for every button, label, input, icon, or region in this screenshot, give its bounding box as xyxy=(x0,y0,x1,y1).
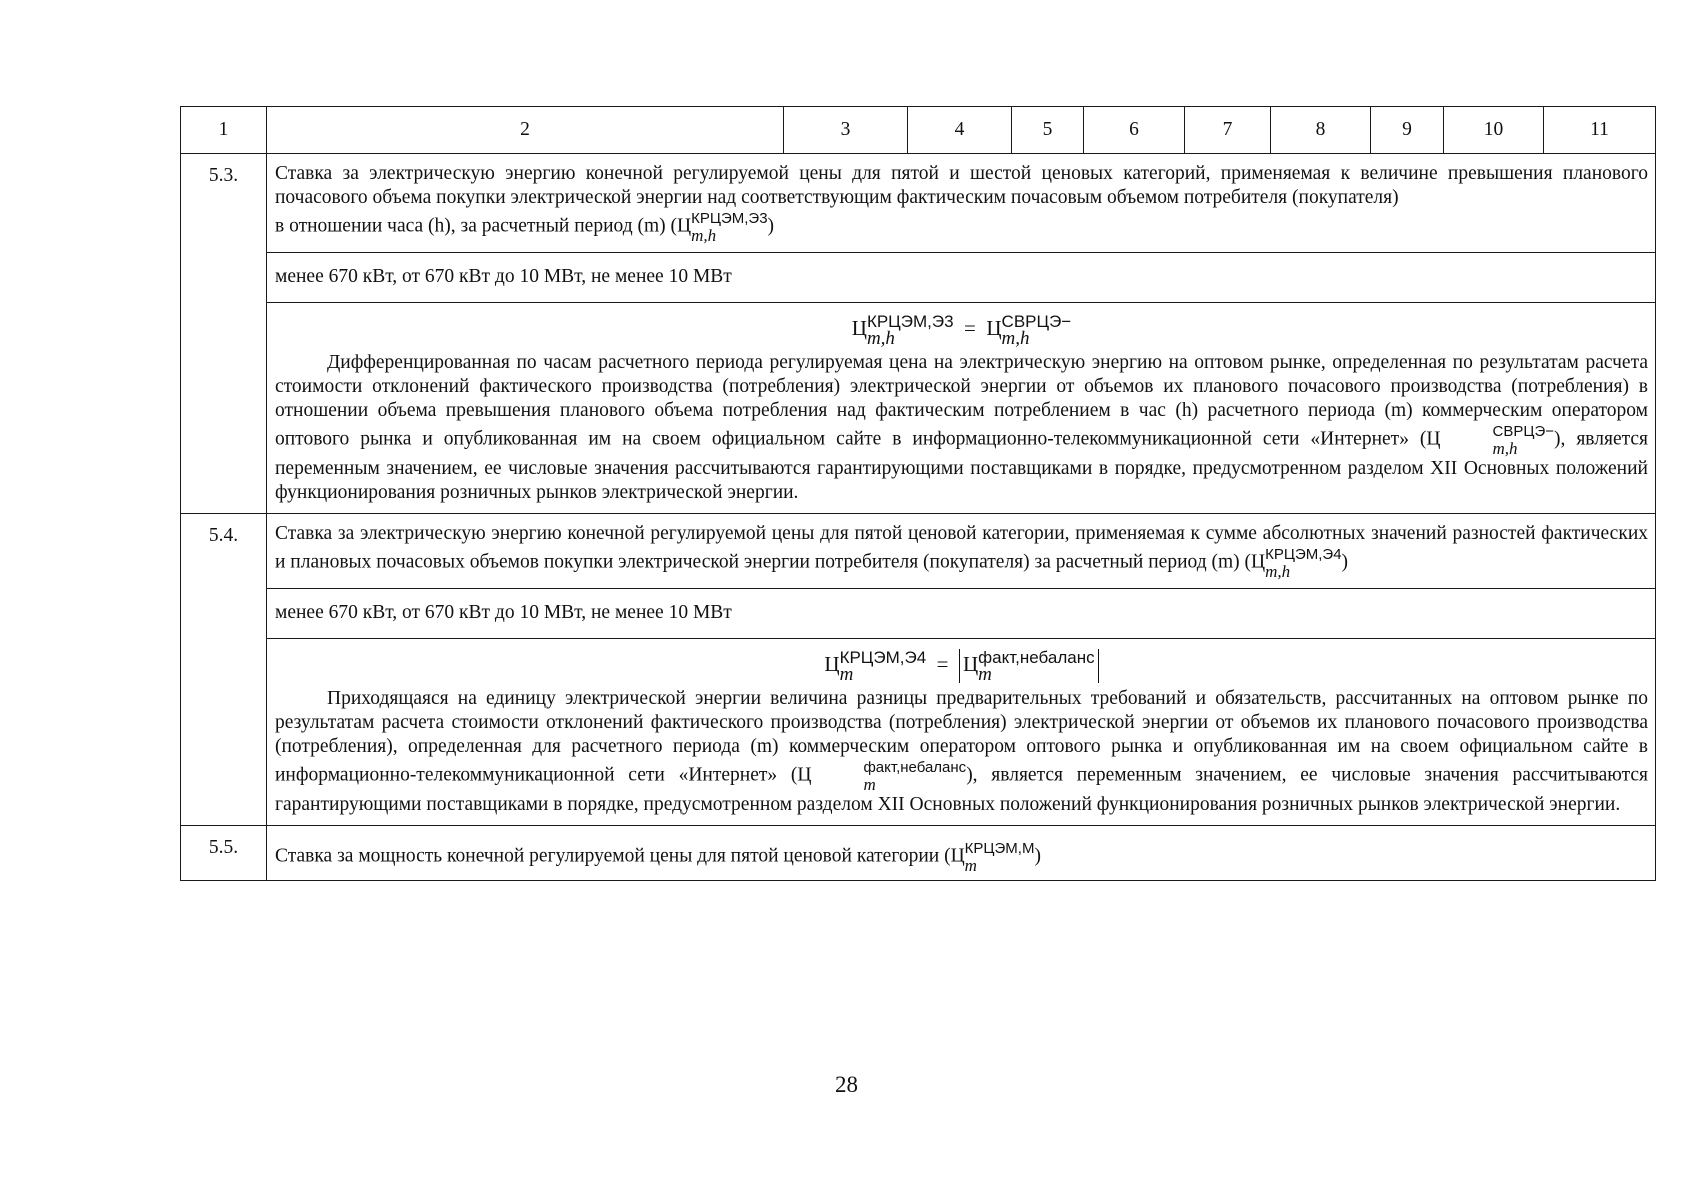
formula-index xyxy=(978,649,1094,683)
table-row xyxy=(181,154,1656,253)
close-paren: ) xyxy=(767,215,775,237)
column-header: 11 xyxy=(1544,107,1656,154)
table-row xyxy=(181,303,1656,514)
table-row xyxy=(181,253,1656,303)
column-header: 3 xyxy=(784,107,908,154)
column-header: 10 xyxy=(1444,107,1544,154)
description-text: ), является переменным значением, ее числовые значения рассчитываются гарантирующими поставщиками в порядке, предусмотренном разделом XII Основных положений функционирования розничных рынков электрической энергии. xyxy=(275,764,1648,815)
row-title-line2 xyxy=(275,210,1648,244)
superscript: КРЦЭМ,Э3 xyxy=(866,312,954,331)
description xyxy=(275,351,1648,505)
formula-cell xyxy=(267,639,1656,826)
row-title xyxy=(275,522,1648,580)
superscript: факт,небаланс xyxy=(978,648,1095,667)
table-row xyxy=(181,589,1656,639)
symbol-index xyxy=(1265,546,1341,580)
column-header: 2 xyxy=(267,107,784,154)
description-text: Дифференцированная по часам расчетного периода регулируемая цена на электрическую энергию на оптовом рынке, определенная по результатам расчета стоимости отклонений фактического производства (потребления) электрической энергии от объемов их планового почасового производства (потребления) в отношении объема превышения планового объема потребления над фактическим потреблением в час (h) расчетного периода (m) коммерческим оператором оптового рынка и опубликованная им на своем официальном сайте в информационно-телекоммуникационной сети «Интернет» ( xyxy=(275,352,1648,450)
column-header: 7 xyxy=(1185,107,1271,154)
title-text: Ставка за мощность конечной регулируемой цены для пятой ценовой категории ( xyxy=(275,845,951,867)
tariff-table xyxy=(180,106,1656,881)
superscript: факт,небаланс xyxy=(863,759,967,776)
symbol-index xyxy=(691,210,767,244)
row-number: 5.4. xyxy=(181,514,267,826)
price-symbol: Ц xyxy=(677,215,692,237)
table-header-row xyxy=(181,107,1656,154)
formula-index xyxy=(840,649,927,683)
subscript: m,h xyxy=(1492,439,1518,458)
row-title-cell xyxy=(267,514,1656,589)
subscript: m,h xyxy=(1265,562,1291,581)
power-range: менее 670 кВт, от 670 кВт до 10 МВт, не менее 10 МВт xyxy=(267,589,1656,639)
equals-sign: = xyxy=(936,651,949,676)
column-header: 4 xyxy=(908,107,1012,154)
superscript: КРЦЭМ,Э4 xyxy=(1265,546,1342,563)
description xyxy=(275,687,1648,817)
column-header: 1 xyxy=(181,107,267,154)
formula xyxy=(275,313,1648,347)
subscript: m,h xyxy=(866,328,895,349)
row-number: 5.5. xyxy=(181,826,267,881)
superscript: КРЦЭМ,Э4 xyxy=(839,648,927,667)
formula-symbol: Ц xyxy=(824,651,840,676)
equals-sign: = xyxy=(964,315,976,340)
row-title: Ставка за электрическую энергию конечной регулируемой цены для пятой и шестой ценовых категорий, применяемая к величине превышения планового почасового объема покупки электрической энергии над соответствующим фактическим почасовым объемом потребителя (покупателя) xyxy=(275,163,1648,208)
subscript: m xyxy=(964,856,977,875)
symbol-index xyxy=(965,840,1035,874)
price-symbol: Ц xyxy=(950,845,965,867)
close-paren: ) xyxy=(1034,845,1041,867)
column-header: 5 xyxy=(1012,107,1084,154)
row-number: 5.3. xyxy=(181,154,267,514)
superscript: СВРЦЭ− xyxy=(1001,312,1072,331)
page-number: 28 xyxy=(835,1072,858,1097)
description-text: Приходящаяся на единицу электрической энергии величина разницы предварительных требований и обязательств, рассчитанных на оптовом рынке по результатам расчета стоимости отклонений фактического производства (потребления) электрической энергии от объемов их планового почасового производства (потребления), определенная для расчетного периода (m) коммерческим оператором оптового рынка и опубликованная им на своем официальном сайте в информационно-телекоммуникационной сети «Интернет» ( xyxy=(275,688,1648,786)
column-header: 6 xyxy=(1084,107,1185,154)
superscript: СВРЦЭ− xyxy=(1492,423,1554,440)
formula-symbol: Ц xyxy=(963,651,979,676)
subscript: m xyxy=(839,664,854,685)
superscript: КРЦЭМ,М xyxy=(964,840,1035,857)
subscript: m,h xyxy=(1001,328,1030,349)
subscript: m,h xyxy=(691,226,717,245)
table-row xyxy=(181,514,1656,589)
table-row xyxy=(181,639,1656,826)
formula-symbol: Ц xyxy=(851,315,867,340)
description-text: ), является переменным значением, ее числовые значения рассчитываются гарантирующими поставщиками в порядке, предусмотренном разделом XII Основных положений функционирования розничных рынков электрической энергии. xyxy=(275,428,1648,503)
formula-symbol: Ц xyxy=(986,315,1002,340)
row-title-cell xyxy=(267,154,1656,253)
absolute-value xyxy=(959,649,1099,683)
title-prefix: в отношении часа (h), за расчетный период (m) ( xyxy=(275,215,678,237)
row-title-cell xyxy=(267,826,1656,881)
price-symbol: Ц xyxy=(1426,428,1441,450)
column-header: 9 xyxy=(1371,107,1444,154)
formula-index xyxy=(1002,313,1072,347)
superscript: КРЦЭМ,Э3 xyxy=(691,210,768,227)
subscript: m xyxy=(978,664,992,685)
price-symbol: Ц xyxy=(1251,551,1266,573)
table-row xyxy=(181,826,1656,881)
formula-cell xyxy=(267,303,1656,514)
subscript: m xyxy=(863,775,876,794)
row-title xyxy=(275,840,1648,874)
symbol-index xyxy=(1441,423,1554,457)
formula-index xyxy=(867,313,954,347)
power-range: менее 670 кВт, от 670 кВт до 10 МВт, не менее 10 МВт xyxy=(267,253,1656,303)
formula xyxy=(275,649,1648,683)
close-paren: ) xyxy=(1341,551,1349,573)
title-text: Ставка за электрическую энергию конечной регулируемой цены для пятой ценовой категории, применяемая к сумме абсолютных значений разностей фактических и плановых почасовых объемов покупки электрической энергии потребителя (покупателя) за расчетный период (m) ( xyxy=(275,523,1648,573)
column-header: 8 xyxy=(1271,107,1371,154)
price-symbol: Ц xyxy=(797,764,812,786)
symbol-index xyxy=(811,759,966,793)
